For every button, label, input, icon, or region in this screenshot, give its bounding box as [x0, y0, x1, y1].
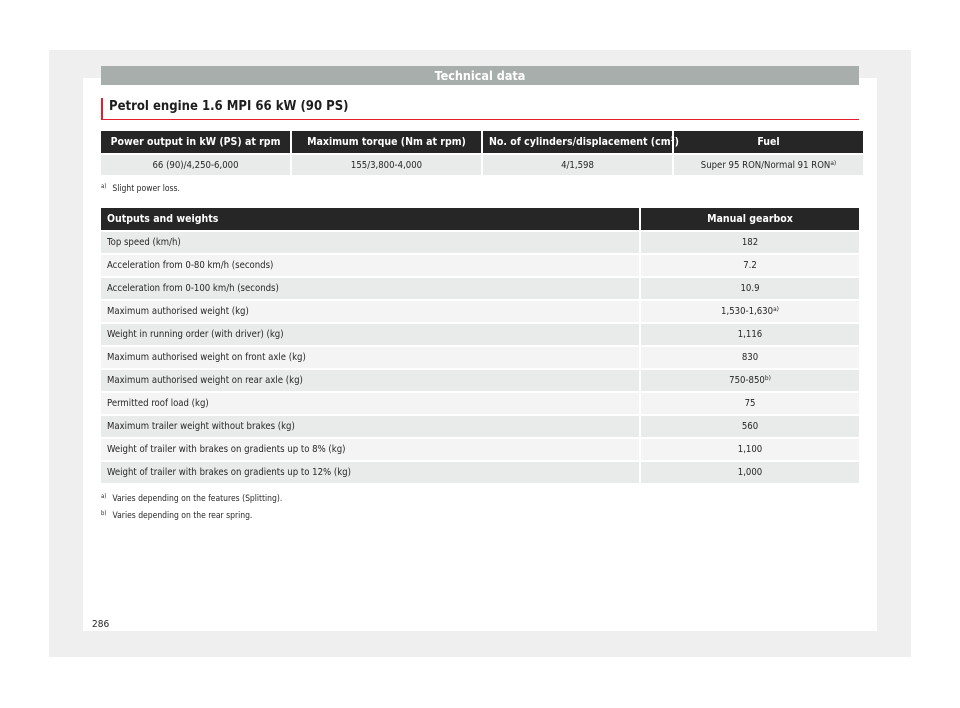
table-row — [101, 232, 859, 253]
row-label: Acceleration from 0-100 km/h (seconds) — [101, 278, 639, 299]
row-value: 1,116 — [641, 324, 859, 345]
section-title: Petrol engine 1.6 MPI 66 kW (90 PS) — [109, 99, 349, 114]
table-row — [101, 416, 859, 437]
weights-table-header-row — [101, 208, 859, 230]
row-label: Maximum trailer weight without brakes (kg) — [101, 416, 639, 437]
table-row — [101, 462, 859, 483]
row-value: 750-850$^{b)}$ — [641, 370, 859, 391]
page-number: 286 — [92, 619, 110, 630]
footnote-text: Slight power loss. — [112, 184, 180, 194]
table-row — [101, 324, 859, 345]
col-header-outputs: Outputs and weights — [101, 208, 639, 230]
row-value: 182 — [641, 232, 859, 253]
row-label: Maximum authorised weight (kg) — [101, 301, 639, 322]
engine-table — [99, 129, 865, 177]
row-value: 1,100 — [641, 439, 859, 460]
col-header-fuel: Fuel — [674, 131, 863, 153]
page-header-title: Technical data — [434, 68, 526, 83]
weights-footnote — [101, 511, 252, 521]
weights-table-body — [101, 232, 859, 483]
row-label: Weight of trailer with brakes on gradients up to 8% (kg) — [101, 439, 639, 460]
table-row — [101, 301, 859, 322]
footnote-text: Varies depending on the features (Splitting). — [112, 494, 283, 504]
row-label: Weight in running order (with driver) (kg) — [101, 324, 639, 345]
col-header-gearbox: Manual gearbox — [641, 208, 859, 230]
footnote-text: Varies depending on the rear spring. — [112, 511, 253, 521]
table-row — [101, 155, 863, 175]
col-header-power: Power output in kW (PS) at rpm — [101, 131, 290, 153]
row-label: Maximum authorised weight on front axle (kg) — [101, 347, 639, 368]
footnote-mark: b) — [101, 510, 107, 517]
cell-torque: 155/3,800-4,000 — [292, 155, 481, 175]
col-header-cylinders: No. of cylinders/displacement $(cm^3)$ — [483, 131, 672, 153]
weights-footnote — [101, 494, 282, 504]
row-value: 830 — [641, 347, 859, 368]
cell-fuel: Super 95 RON/Normal 91 RON$^{a)}$ — [674, 155, 863, 175]
row-value: 560 — [641, 416, 859, 437]
engine-table-header-row — [101, 131, 863, 153]
cell-power: 66 (90)/4,250-6,000 — [101, 155, 290, 175]
table-row — [101, 393, 859, 414]
engine-footnote — [101, 184, 180, 194]
cell-cylinders: 4/1,598 — [483, 155, 672, 175]
footnote-mark: a) — [101, 183, 107, 190]
footnote-mark: a) — [101, 493, 107, 500]
table-row — [101, 370, 859, 391]
table-row — [101, 255, 859, 276]
table-row — [101, 347, 859, 368]
row-label: Weight of trailer with brakes on gradients up to 12% (kg) — [101, 462, 639, 483]
row-value: 7.2 — [641, 255, 859, 276]
col-header-torque: Maximum torque (Nm at rpm) — [292, 131, 481, 153]
table-row — [101, 439, 859, 460]
row-value: 10.9 — [641, 278, 859, 299]
table-row — [101, 278, 859, 299]
weights-table — [99, 206, 861, 485]
row-label: Top speed (km/h) — [101, 232, 639, 253]
section-heading — [101, 98, 859, 120]
page-header — [101, 66, 859, 85]
row-value: 1,530-1,630$^{a)}$ — [641, 301, 859, 322]
row-label: Acceleration from 0-80 km/h (seconds) — [101, 255, 639, 276]
row-label: Maximum authorised weight on rear axle (kg) — [101, 370, 639, 391]
row-value: 75 — [641, 393, 859, 414]
row-label: Permitted roof load (kg) — [101, 393, 639, 414]
row-value: 1,000 — [641, 462, 859, 483]
